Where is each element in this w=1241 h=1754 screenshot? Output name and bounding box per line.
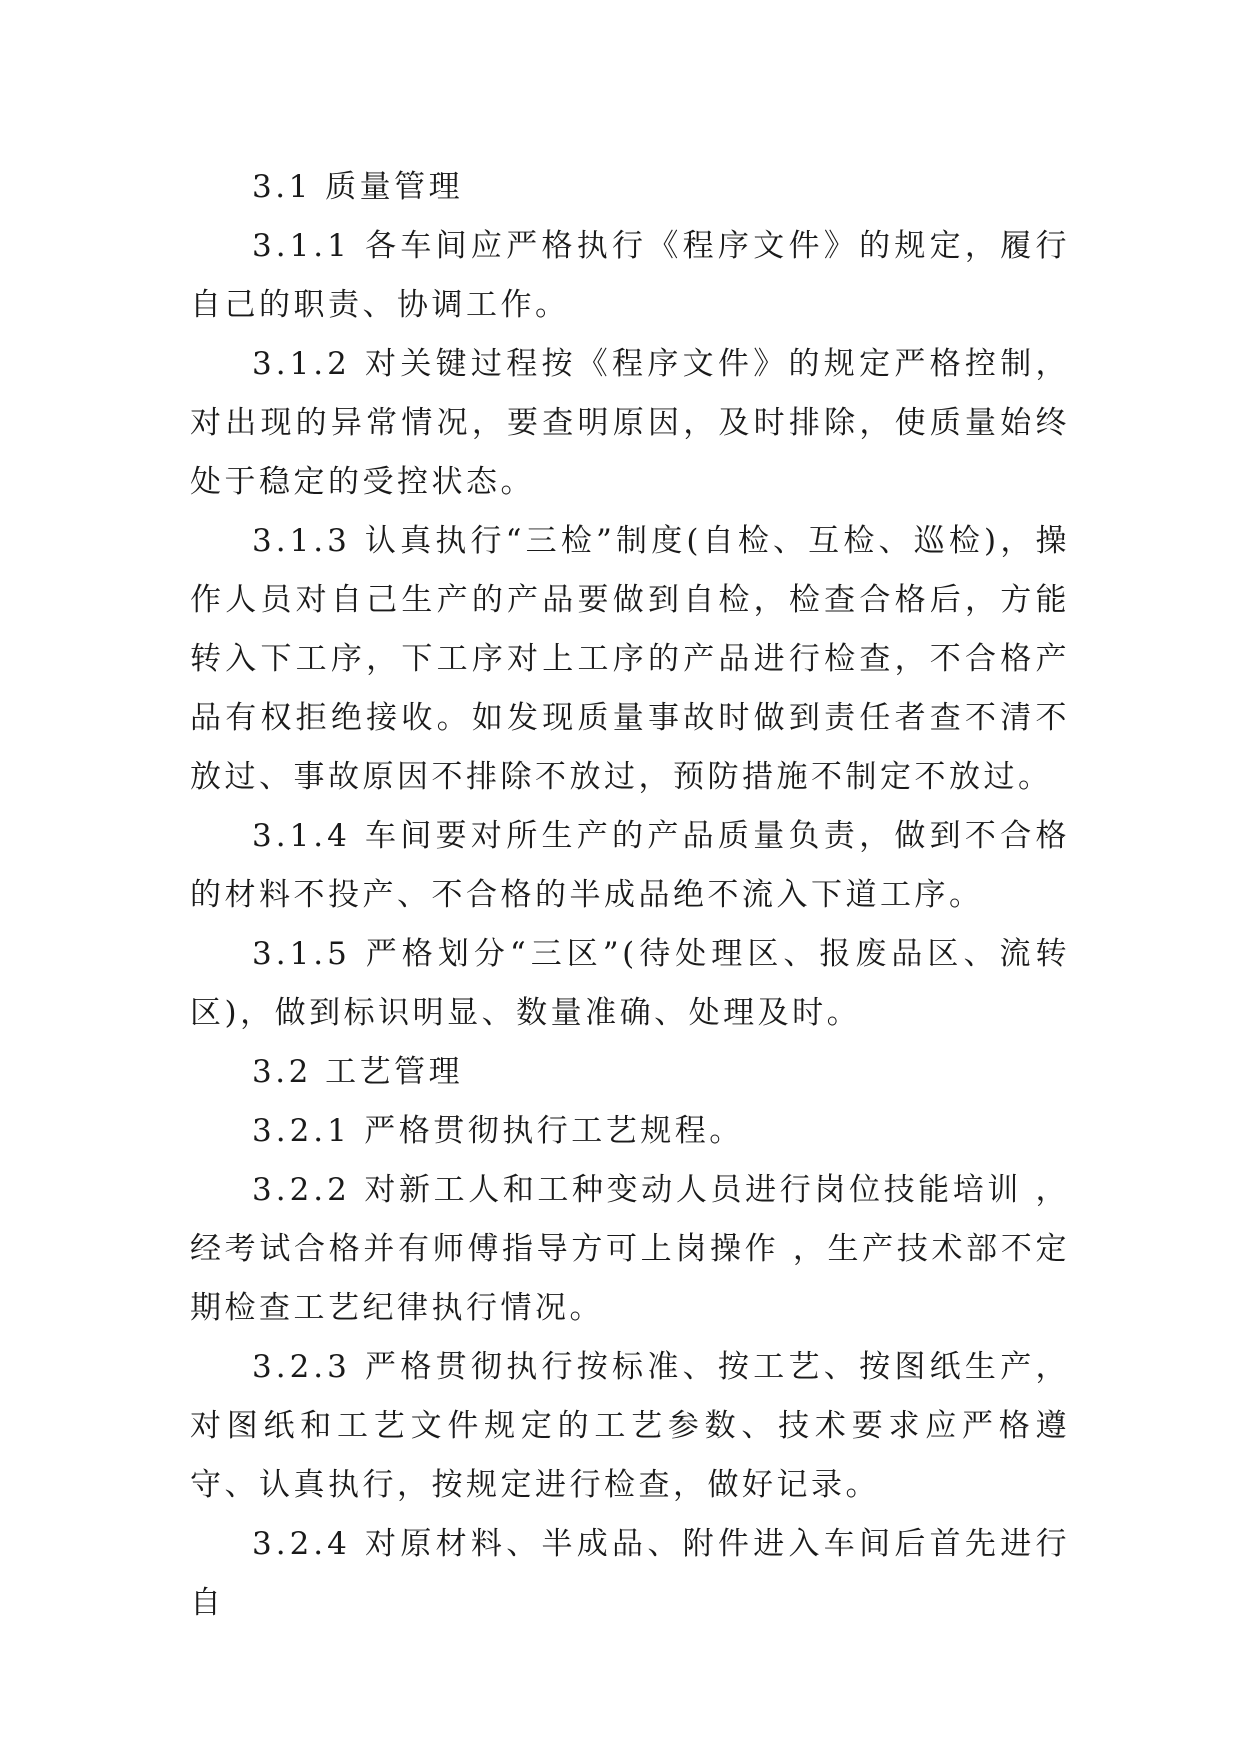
clause-text: 对原材料、半成品、附件进入车间后首先进行自 [190,1526,1071,1621]
clause-text: 对新工人和工种变动人员进行岗位技能培训 ，经考试合格并有师傅指导方可上岗操作 ，生产技术部不定期检查工艺纪律执行情况。 [190,1172,1070,1326]
clause-text: 各车间应严格执行《程序文件》的规定，履行自己的职责、协调工作。 [190,228,1071,323]
clause-number: 3.1.3 [252,523,351,559]
clause-number: 3.2.4 [252,1526,351,1562]
clause-number: 3.1.1 [252,228,351,264]
clause-text: 严格贯彻执行按标准、按工艺、按图纸生产，对图纸和工艺文件规定的工艺参数、技术要求应严格遵守、认真执行，按规定进行检查，做好记录。 [190,1349,1071,1503]
clause-paragraph [190,1338,1070,1515]
section-number: 3.1 [252,169,312,205]
clause-paragraph [190,335,1070,512]
clause-paragraph [190,217,1070,335]
clause-text: 车间要对所生产的产品质量负责，做到不合格的材料不投产、不合格的半成品绝不流入下道工序。 [190,818,1071,913]
clause-number: 3.2.2 [252,1172,351,1208]
clause-number: 3.1.5 [252,936,351,972]
section-title: 质量管理 [325,169,464,205]
clause-paragraph [190,1102,1070,1161]
clause-text: 认真执行“三检”制度(自检、互检、巡检)，操作人员对自己生产的产品要做到自检，检查合格后，方能转入下工序，下工序对上工序的产品进行检查，不合格产品有权拒绝接收。如发现质量事故时做到责任者查不清不放过、事故原因不排除不放过，预防措施不制定不放过。 [190,523,1070,795]
clause-number: 3.2.1 [252,1113,351,1149]
clause-text: 严格贯彻执行工艺规程。 [364,1113,744,1149]
section-heading [190,1043,1070,1102]
clause-paragraph [190,925,1070,1043]
section-title: 工艺管理 [325,1054,464,1090]
clause-number: 3.1.4 [252,818,351,854]
document-body [190,158,1070,1633]
clause-paragraph [190,1515,1070,1633]
clause-number: 3.1.2 [252,346,351,382]
clause-paragraph [190,1161,1070,1338]
clause-text: 对关键过程按《程序文件》的规定严格控制，对出现的异常情况，要查明原因，及时排除，使质量始终处于稳定的受控状态。 [190,346,1071,500]
section-number: 3.2 [252,1054,312,1090]
clause-paragraph [190,807,1070,925]
clause-paragraph [190,512,1070,807]
section-heading [190,158,1070,217]
clause-number: 3.2.3 [252,1349,351,1385]
clause-text: 严格划分“三区”(待处理区、报废品区、流转区)，做到标识明显、数量准确、处理及时。 [190,936,1071,1031]
